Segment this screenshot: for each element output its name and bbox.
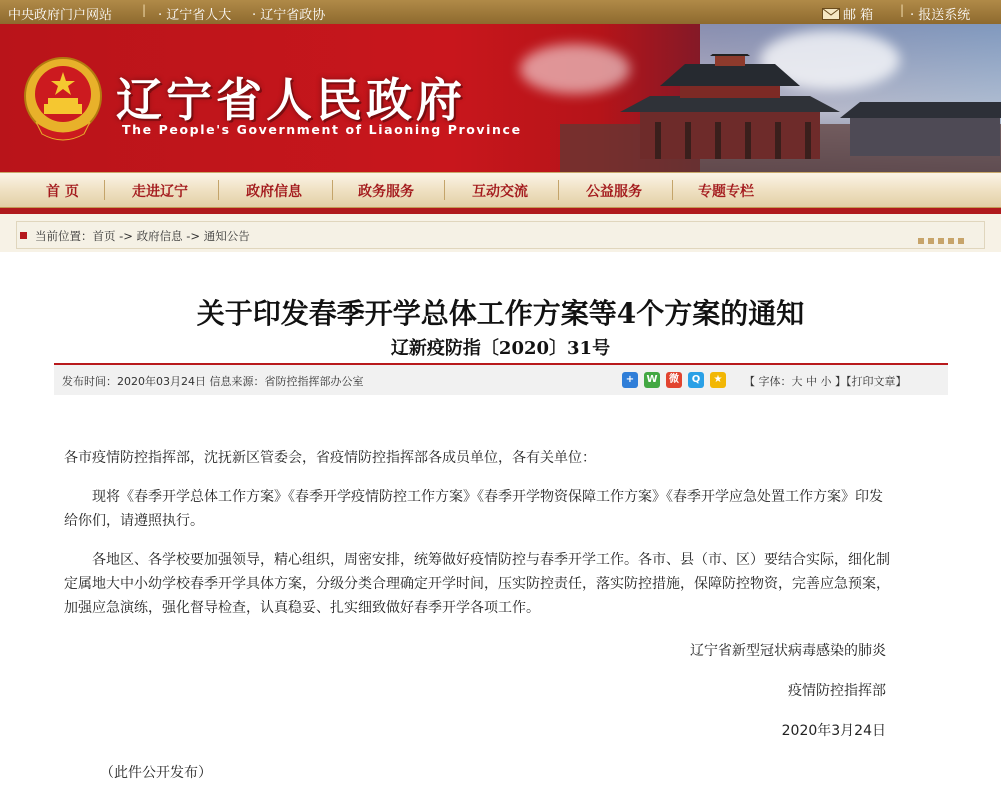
signature-line-1: 辽宁省新型冠状病毒感染的肺炎 [690, 643, 886, 659]
nav-divider [332, 180, 333, 200]
article-body [64, 446, 890, 635]
publication-note: （此件公开发布） [100, 765, 212, 781]
nav-about-liaoning[interactable]: 走进辽宁 [132, 184, 188, 200]
article-title: 关于印发春季开学总体工作方案等4个方案的通知 [196, 297, 805, 330]
site-banner [0, 24, 1001, 172]
qzone-star-icon[interactable]: ★ [710, 372, 726, 388]
breadcrumb-area [0, 208, 1001, 252]
report-system-link[interactable]: · 报送系统 [910, 8, 971, 23]
separator: | [900, 3, 905, 17]
separator: | [142, 3, 147, 17]
qq-icon[interactable]: Q [688, 372, 704, 388]
breadcrumb-text[interactable]: 当前位置：首页 -> 政府信息 -> 通知公告 [35, 229, 250, 243]
publish-info: 发布时间：2020年03月24日 信息来源：省防控指挥部办公室 [62, 375, 364, 388]
mail-icon [822, 8, 840, 20]
nav-special-topics[interactable]: 专题专栏 [698, 184, 754, 200]
share-plus-icon[interactable]: + [622, 372, 638, 388]
nav-divider [218, 180, 219, 200]
nav-divider [672, 180, 673, 200]
nav-divider [444, 180, 445, 200]
font-size-and-print[interactable]: 【 字体：大 中 小 】【打印文章】 [744, 375, 907, 388]
signature-line-2: 疫情防控指挥部 [788, 683, 886, 699]
mail-link[interactable]: 邮 箱 [822, 4, 873, 23]
decorative-dots-icon [914, 233, 964, 247]
article-meta-bar [54, 363, 948, 395]
salutation: 各市疫情防控指挥部，沈抚新区管委会，省疫情防控指挥部各成员单位，各有关单位： [64, 450, 596, 466]
breadcrumb-bullet-icon [20, 232, 27, 239]
document-number: 辽新疫防指〔2020〕31号 [390, 338, 611, 359]
palace-image [560, 54, 1001, 172]
nav-divider [558, 180, 559, 200]
site-title: 辽宁省人民政府 [116, 73, 466, 127]
nav-interaction[interactable]: 互动交流 [472, 184, 528, 200]
share-icons [622, 372, 732, 388]
top-link-bar [0, 0, 1001, 24]
nav-public-services[interactable]: 公益服务 [586, 184, 642, 200]
main-nav [0, 172, 1001, 208]
link-npc[interactable]: · 辽宁省人大 [158, 8, 232, 23]
nav-gov-info[interactable]: 政府信息 [246, 184, 302, 200]
link-central-gov[interactable]: 中央政府门户网站 [8, 8, 113, 23]
national-emblem-icon [22, 54, 104, 142]
paragraph: 现将《春季开学总体工作方案》《春季开学疫情防控工作方案》《春季开学物资保障工作方案》《春季开学应急处置工作方案》印发给你们，请遵照执行。 [64, 489, 883, 529]
signature-date: 2020年3月24日 [781, 723, 886, 739]
breadcrumb [16, 221, 985, 249]
site-title-english: The People's Government of Liaoning Province [122, 122, 522, 137]
weibo-icon[interactable]: 微 [666, 372, 682, 388]
paragraph: 各地区、各学校要加强领导，精心组织，周密安排，统筹做好疫情防控与春季开学工作。各市、县（市、区）要结合实际，细化制定属地大中小幼学校春季开学具体方案，分级分类合理确定开学时间，压实防控责任，落实防控措施，保障防控物资，完善应急预案，加强应急演练，强化督导检查，认真稳妥、扎实细致做好春季开学各项工作。 [64, 552, 890, 616]
nav-divider [104, 180, 105, 200]
link-cppcc[interactable]: · 辽宁省政协 [252, 8, 326, 23]
nav-gov-services[interactable]: 政务服务 [358, 184, 414, 200]
nav-home[interactable]: 首 页 [46, 184, 79, 200]
wechat-icon[interactable]: W [644, 372, 660, 388]
